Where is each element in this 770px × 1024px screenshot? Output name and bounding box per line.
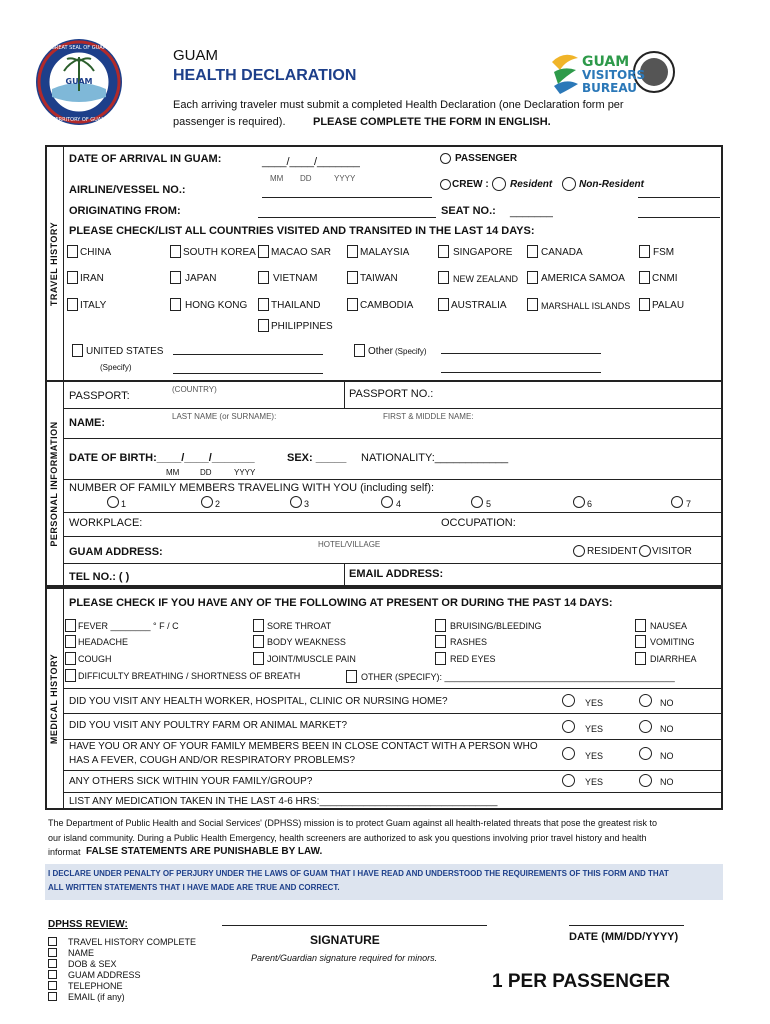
label-difficulty-breathing: DIFFICULTY BREATHING / SHORTNESS OF BREATH [78, 671, 301, 681]
checkbox-taiwan[interactable] [347, 271, 358, 284]
label-italy: ITALY [80, 300, 107, 311]
label-cambodia: CAMBODIA [360, 300, 414, 311]
q4-no-radio[interactable] [639, 774, 652, 787]
checkbox-difficulty-breathing[interactable] [65, 669, 76, 682]
seal-bottom-text: TERRITORY OF GUAM [52, 117, 106, 123]
checkbox-south-korea[interactable] [170, 245, 181, 258]
checkbox-nausea[interactable] [635, 619, 646, 632]
medical-history-tab [45, 587, 63, 810]
checkbox-united-states[interactable] [72, 344, 83, 357]
false-statements: FALSE STATEMENTS ARE PUNISHABLE BY LAW. [86, 846, 323, 857]
q3-no-radio[interactable] [639, 747, 652, 760]
label-red-eyes: RED EYES [450, 654, 496, 664]
crew-label: CREW : [452, 179, 489, 190]
label-canada: CANADA [541, 247, 583, 258]
label-united-states: UNITED STATES [86, 346, 164, 357]
question-poultry: DID YOU VISIT ANY POULTRY FARM OR ANIMAL MARKET? [69, 720, 348, 731]
seat-field[interactable]: _______ [510, 206, 553, 218]
checkbox-joint-pain[interactable] [253, 652, 264, 665]
crew-resident-radio[interactable] [492, 177, 506, 191]
personal-info-tab [45, 380, 63, 587]
checkbox-red-eyes[interactable] [435, 652, 446, 665]
q1-no-radio[interactable] [639, 694, 652, 707]
date-line[interactable] [569, 925, 684, 926]
checkbox-cough[interactable] [65, 652, 76, 665]
checkbox-sore-throat[interactable] [253, 619, 264, 632]
per-passenger-note: 1 PER PASSENGER [492, 971, 671, 992]
label-bruising: BRUISING/BLEEDING [450, 621, 542, 631]
checkbox-cambodia[interactable] [347, 298, 358, 311]
logo-line-3: BUREAU [582, 81, 637, 95]
dphss-review-title: DPHSS REVIEW: [48, 919, 128, 930]
label-nausea: NAUSEA [650, 621, 688, 631]
question-health-worker: DID YOU VISIT ANY HEALTH WORKER, HOSPITAL, CLINIC OR NURSING HOME? [69, 696, 448, 707]
intro-line-2: passenger is required). [173, 116, 286, 128]
label-vietnam: VIETNAM [273, 273, 318, 284]
arrival-date-field[interactable]: ____/____/_______ [262, 156, 360, 168]
label-macao: MACAO SAR [271, 247, 332, 258]
label-thailand: THAILAND [271, 300, 321, 311]
label-singapore: SINGAPORE [453, 247, 513, 258]
guardian-note: Parent/Guardian signature required for minors. [251, 953, 438, 963]
review-checkbox-address[interactable] [48, 970, 57, 979]
origin-field[interactable] [258, 217, 436, 218]
intro-line-1: Each arriving traveler must submit a completed Health Declaration (one Declaration form per [173, 99, 624, 111]
last-name-hint: LAST NAME (or SURNAME): [172, 412, 277, 421]
review-checkbox-dob[interactable] [48, 959, 57, 968]
q2-no-radio[interactable] [639, 720, 652, 733]
date-label: DATE (MM/DD/YYYY) [569, 931, 679, 943]
arrival-label: DATE OF ARRIVAL IN GUAM: [69, 153, 222, 165]
us-specify-hint: (Specify) [100, 363, 132, 372]
other-country-field[interactable] [441, 353, 601, 354]
label-marshall-islands: MARSHALL ISLANDS [541, 301, 631, 311]
medication-field[interactable]: LIST ANY MEDICATION TAKEN IN THE LAST 4-6 HRS:________________________________ [69, 796, 498, 807]
review-checkbox-travel[interactable] [48, 937, 57, 946]
label-palau: PALAU [652, 300, 685, 311]
checkbox-malaysia[interactable] [347, 245, 358, 258]
question-others-sick: ANY OTHERS SICK WITHIN YOUR FAMILY/GROUP? [69, 776, 313, 787]
countries-instruction: PLEASE CHECK/LIST ALL COUNTRIES VISITED AND TRANSITED IN THE LAST 14 DAYS: [69, 225, 535, 237]
name-label: NAME: [69, 417, 106, 429]
crew-nonresident-label: Non-Resident [579, 179, 644, 190]
label-rashes: RASHES [450, 637, 488, 647]
seat-label: SEAT NO.: [441, 205, 496, 217]
checkbox-bruising[interactable] [435, 619, 446, 632]
symptoms-instruction: PLEASE CHECK IF YOU HAVE ANY OF THE FOLLOWING AT PRESENT OR DURING THE PAST 14 DAYS: [69, 597, 613, 609]
checkbox-hong-kong[interactable] [170, 298, 181, 311]
passport-no-label: PASSPORT NO.: [349, 388, 434, 400]
guam-seal [34, 37, 124, 127]
signature-line[interactable] [222, 925, 487, 926]
label-cnmi: CNMI [652, 273, 678, 284]
label-south-korea: SOUTH KOREA [183, 247, 256, 258]
checkbox-rashes[interactable] [435, 635, 446, 648]
mission-line-1: The Department of Public Health and Social Services' (DPHSS) mission is to protect Guam against all health-related threats that pose the greatest risk to [48, 818, 658, 828]
label-china: CHINA [80, 247, 112, 258]
label-fsm: FSM [653, 247, 675, 258]
family-4-radio[interactable] [381, 496, 393, 508]
guam-address-label: GUAM ADDRESS: [69, 546, 163, 558]
passenger-label: PASSENGER [455, 153, 518, 164]
label-other-country: Other [368, 346, 394, 357]
visitor-radio[interactable] [639, 545, 651, 557]
crew-resident-label: Resident [510, 179, 553, 190]
checkbox-new-zealand[interactable] [438, 271, 449, 284]
label-america-samoa: AMERICA SAMOA [541, 273, 625, 284]
page-title: HEALTH DECLARATION [173, 67, 357, 84]
label-iran: IRAN [80, 273, 104, 284]
label-new-zealand: NEW ZEALAND [453, 274, 519, 284]
label-sore-throat: SORE THROAT [267, 621, 332, 631]
label-malaysia: MALAYSIA [360, 247, 410, 258]
title-guam: GUAM [173, 47, 218, 64]
passenger-radio[interactable] [440, 153, 451, 164]
checkbox-italy[interactable] [67, 298, 78, 311]
label-diarrhea: DIARRHEA [650, 654, 697, 664]
review-checkbox-email[interactable] [48, 992, 57, 1001]
checkbox-iran[interactable] [67, 271, 78, 284]
checkbox-body-weakness[interactable] [253, 635, 264, 648]
label-vomiting: VOMITING [650, 637, 695, 647]
signature-label: SIGNATURE [310, 933, 380, 947]
travel-history-tab [45, 145, 63, 382]
checkbox-other-country[interactable] [354, 344, 365, 357]
checkbox-marshall-islands[interactable] [527, 298, 538, 311]
checkbox-canada[interactable] [527, 245, 538, 258]
question-contact-line-1: HAVE YOU OR ANY OF YOUR FAMILY MEMBERS BEEN IN CLOSE CONTACT WITH A PERSON WHO [69, 741, 538, 752]
family-5-radio[interactable] [471, 496, 483, 508]
checkbox-vomiting[interactable] [635, 635, 646, 648]
checkbox-palau[interactable] [639, 298, 650, 311]
checkbox-thailand[interactable] [258, 298, 269, 311]
seal-center-text: GUAM [65, 77, 93, 86]
label-philippines: PHILIPPINES [271, 321, 333, 332]
email-label: EMAIL ADDRESS: [349, 568, 444, 580]
q2-yes-radio[interactable] [562, 720, 575, 733]
checkbox-vietnam[interactable] [258, 271, 269, 284]
checkbox-fever[interactable] [65, 619, 76, 632]
q1-yes-radio[interactable] [562, 694, 575, 707]
label-headache: HEADACHE [78, 637, 129, 647]
checkbox-other-symptom[interactable] [346, 670, 357, 683]
logo-line-2: VISITORS [582, 68, 646, 82]
family-1-radio[interactable] [107, 496, 119, 508]
other-specify-hint: (Specify) [395, 347, 427, 356]
checkbox-australia[interactable] [438, 298, 449, 311]
airline-field[interactable] [262, 197, 432, 198]
label-other-symptom: OTHER (SPECIFY): ______________________________________________ [361, 672, 675, 682]
crew-nonresident-radio[interactable] [562, 177, 576, 191]
question-contact-line-2: HAS A FEVER, COUGH AND/OR RESPIRATORY PROBLEMS? [69, 755, 356, 766]
intro-english: PLEASE COMPLETE THE FORM IN ENGLISH. [313, 116, 551, 128]
label-japan: JAPAN [185, 273, 217, 284]
sex-field[interactable]: SEX: _____ [287, 452, 347, 464]
first-name-hint: FIRST & MIDDLE NAME: [383, 412, 474, 421]
logo-line-1: GUAM [582, 54, 630, 70]
review-checkbox-name[interactable] [48, 948, 57, 957]
label-taiwan: TAIWAN [360, 273, 398, 284]
checkbox-china[interactable] [67, 245, 78, 258]
passport-country-hint: (COUNTRY) [172, 385, 217, 394]
tel-label: TEL NO.: ( ) [69, 571, 130, 583]
family-6-radio[interactable] [573, 496, 585, 508]
checkbox-diarrhea[interactable] [635, 652, 646, 665]
personal-info-label: PERSONAL INFORMATION [49, 420, 59, 547]
label-australia: AUSTRALIA [451, 300, 507, 311]
family-7-radio[interactable] [671, 496, 683, 508]
label-cough: COUGH [78, 654, 112, 664]
resident-radio[interactable] [573, 545, 585, 557]
dob-field[interactable]: DATE OF BIRTH:____/____/_______ [69, 452, 255, 464]
declaration-line-1: I DECLARE UNDER PENALTY OF PERJURY UNDER THE LAWS OF GUAM THAT I HAVE READ AND UNDERSTOOD THE REQUIREMENTS OF THIS FORM AND THAT [48, 869, 669, 878]
travel-history-label: TRAVEL HISTORY [49, 221, 59, 306]
gvb-logo [548, 48, 676, 98]
family-3-radio[interactable] [290, 496, 302, 508]
resident-label: RESIDENT [587, 546, 638, 557]
us-specify-field[interactable] [173, 354, 323, 355]
crew-radio[interactable] [440, 179, 451, 190]
mission-line-3: informat [48, 847, 81, 857]
occupation-label: OCCUPATION: [441, 517, 516, 529]
mission-line-2: our island community. During a Public Health Emergency, health screeners are authorized to ask you questions involving prior travel history and health [48, 833, 647, 843]
q4-yes-radio[interactable] [562, 774, 575, 787]
label-fever: FEVER ________ ° F / C [78, 621, 179, 631]
airline-label: AIRLINE/VESSEL NO.: [69, 184, 186, 196]
workplace-label: WORKPLACE: [69, 517, 143, 529]
family-2-radio[interactable] [201, 496, 213, 508]
label-joint-pain: JOINT/MUSCLE PAIN [267, 654, 356, 664]
seal-top-text: GREAT SEAL OF GUAM [51, 45, 107, 51]
q3-yes-radio[interactable] [562, 747, 575, 760]
medical-history-label: MEDICAL HISTORY [49, 653, 59, 744]
checkbox-macao[interactable] [258, 245, 269, 258]
review-checkbox-telephone[interactable] [48, 981, 57, 990]
checkbox-philippines[interactable] [258, 319, 269, 332]
checkbox-headache[interactable] [65, 635, 76, 648]
label-hong-kong: HONG KONG [185, 300, 248, 311]
passport-label: PASSPORT: [69, 390, 130, 402]
label-body-weakness: BODY WEAKNESS [267, 637, 346, 647]
visitor-label: VISITOR [652, 546, 692, 557]
hotel-hint: HOTEL/VILLAGE [318, 540, 381, 549]
checkbox-fsm[interactable] [639, 245, 650, 258]
checkbox-america-samoa[interactable] [527, 271, 538, 284]
checkbox-singapore[interactable] [438, 245, 449, 258]
family-count-label: NUMBER OF FAMILY MEMBERS TRAVELING WITH YOU (including self): [69, 482, 435, 494]
nationality-field[interactable]: NATIONALITY:____________ [361, 452, 509, 464]
checkbox-cnmi[interactable] [639, 271, 650, 284]
checkbox-japan[interactable] [170, 271, 181, 284]
declaration-line-2: ALL WRITTEN STATEMENTS THAT I HAVE MADE ARE TRUE AND CORRECT. [48, 883, 340, 892]
origin-label: ORIGINATING FROM: [69, 205, 181, 217]
